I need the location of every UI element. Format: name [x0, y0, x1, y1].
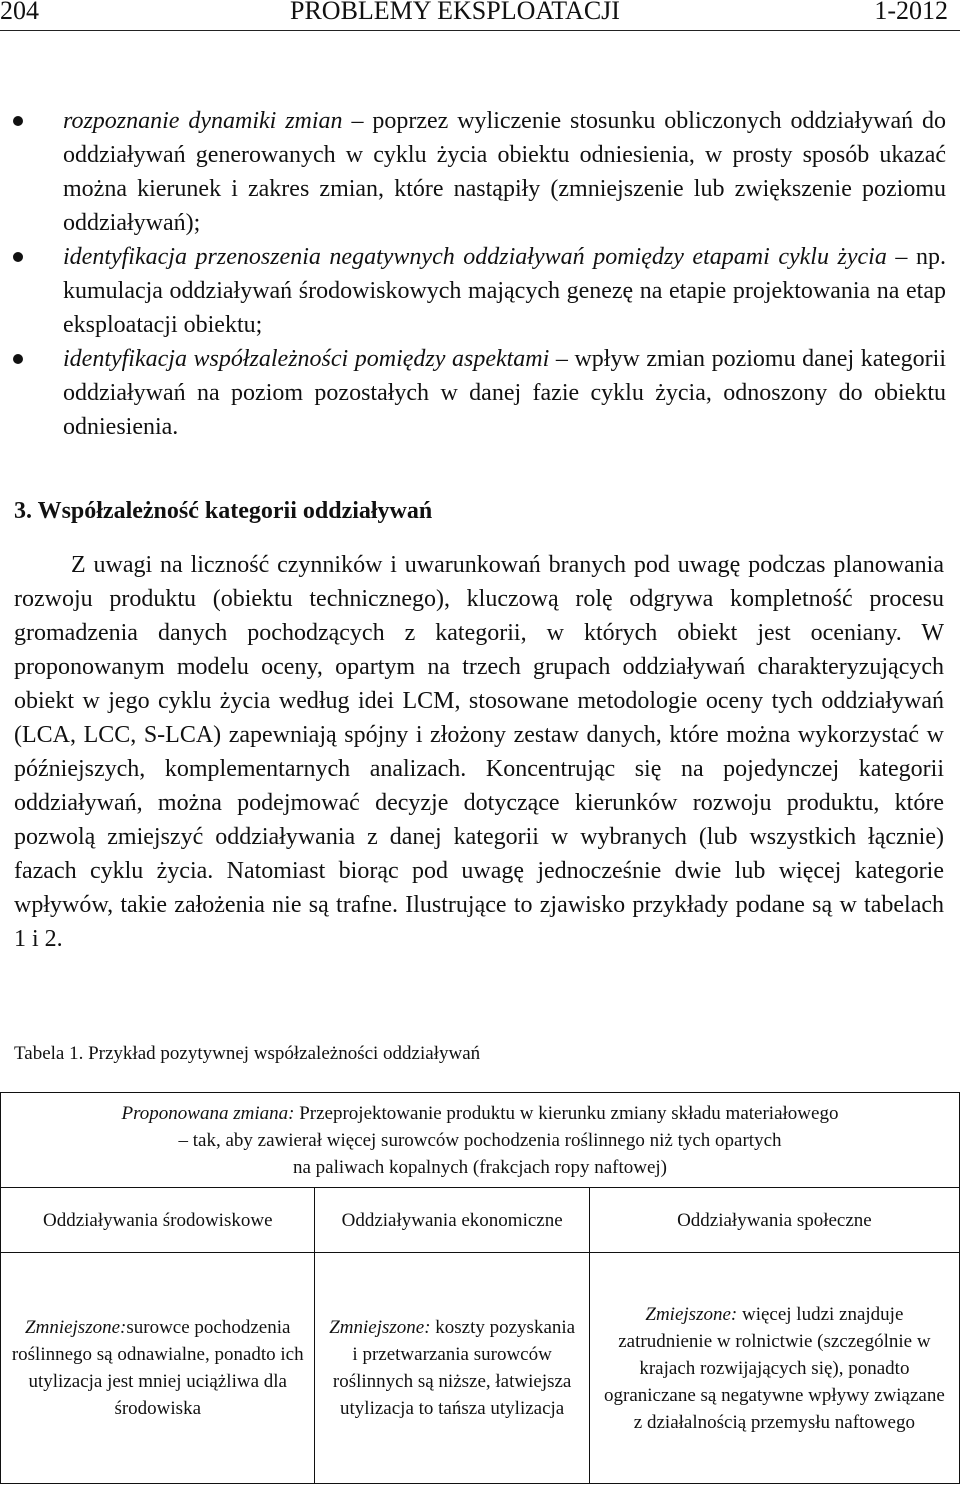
column-header: Oddziaływania ekonomiczne [315, 1188, 589, 1253]
bullet-text: – np. kumulacja oddziaływań środowiskowych mających genezę na etapie projektowania na etap eksploatacji obiektu; [63, 244, 946, 338]
table-row [1, 1188, 960, 1253]
table-row [1, 1093, 960, 1188]
impact-table [0, 1092, 960, 1484]
proposal-cell [1, 1093, 960, 1188]
bullet-icon [13, 354, 23, 364]
column-header: Oddziaływania środowiskowe [1, 1188, 315, 1253]
cell-text: surowce pochodzenia roślinnego są odnawialne, ponadto ich utylizacja jest mniej uciążliwa dla środowiska [11, 1317, 304, 1419]
bullet-icon [13, 252, 23, 262]
page-header [0, 0, 960, 31]
section-title: 3. Współzależność kategorii oddziaływań [14, 498, 433, 524]
bullet-text: – wpływ zmian poziomu danej kategorii oddziaływań na poziom pozostałych w danej fazie cyklu życia, odnoszony do obiektu odniesienia. [63, 346, 946, 440]
table-cell [315, 1253, 589, 1484]
body-paragraph: Z uwagi na liczność czynników i uwarunkowań branych pod uwagę podczas planowania rozwoju produktu (obiektu technicznego), kluczową rolę odgrywa kompletność procesu gromadzenia danych pochodzących z kategorii, w których obiekt jest oceniany. W proponowanym modelu oceny, opartym na trzech grupach oddziaływań charakteryzujących obiekt w jego cyklu życia według idei LCM, stosowane metodologie oceny tych oddziaływań (LCA, LCC, S-LCA) zapewniają spójny i złożony zestaw danych, które można wykorzystać w późniejszych, komplementarnych analizach. Koncentrując się na pojedynczej kategorii oddziaływań, można podejmować decyzje dotyczące kierunków rozwoju produktu, które pozwolą zmiejszyć oddziaływania z danej kategorii w wybranych (lub wszystkich łącznie) fazach cyklu życia. Natomiast biorąc pod uwagę jednocześnie dwie lub więcej kategorie wpływów, takie założenia nie są trafne. Ilustrujące to zjawisko przykłady podane są w tabelach 1 i 2. [14, 552, 944, 952]
cell-label: Zmniejszone: [329, 1317, 431, 1338]
proposal-text: na paliwach kopalnych (frakcjach ropy naftowej) [292, 1156, 668, 1178]
table-cell [1, 1253, 315, 1484]
cell-label: Zmniejszone: [25, 1317, 127, 1338]
table-caption: Tabela 1. Przykład pozytywnej współzależności oddziaływań [14, 1043, 481, 1064]
bullet-lead: rozpoznanie dynamiki zmian [63, 108, 343, 134]
bullet-lead: identyfikacja współzależności pomiędzy aspektami [63, 346, 550, 372]
bullet-lead: identyfikacja przenoszenia negatywnych oddziaływań pomiędzy etapami cyklu życia [63, 244, 887, 270]
cell-text: koszty pozyskania i przetwarzania surowców roślinnych są niższe, łatwiejsza utylizacja to tańsza utylizacja [332, 1317, 576, 1419]
proposal-text: – tak, aby zawierał więcej surowców pochodzenia roślinnego niż tych opartych [178, 1129, 782, 1151]
bullet-item [0, 240, 960, 342]
bullet-text: – poprzez wyliczenie stosunku obliczonych oddziaływań do oddziaływań generowanych w cyklu życia obiektu odniesienia, w prosty sposób ukazać można kierunek i zakres zmian, które nastąpiły (zmniejszenie lub zwiększenie poziomu oddziaływań); [63, 108, 946, 236]
bullet-icon [13, 116, 23, 126]
page-number: 204 [0, 0, 39, 25]
table-row [1, 1253, 960, 1484]
cell-label: Zmiejszone: [645, 1303, 738, 1325]
bullet-item [0, 342, 960, 444]
cell-text: więcej ludzi znajduje zatrudnienie w rolnictwie (szczególnie w krajach rozwijających się), ponadto ograniczane są negatywne wpływy związane z działalnością przemysłu naftowego [604, 1303, 945, 1433]
journal-title: PROBLEMY EKSPLOATACJI [290, 0, 620, 25]
bullet-item [0, 104, 960, 240]
issue-number: 1-2012 [874, 0, 948, 25]
bullet-list [0, 104, 960, 444]
proposal-label: Proponowana zmiana: [121, 1102, 295, 1124]
proposal-text: Przeprojektowanie produktu w kierunku zmiany składu materiałowego [294, 1102, 839, 1124]
column-header: Oddziaływania społeczne [589, 1188, 959, 1253]
table-cell [589, 1253, 959, 1484]
